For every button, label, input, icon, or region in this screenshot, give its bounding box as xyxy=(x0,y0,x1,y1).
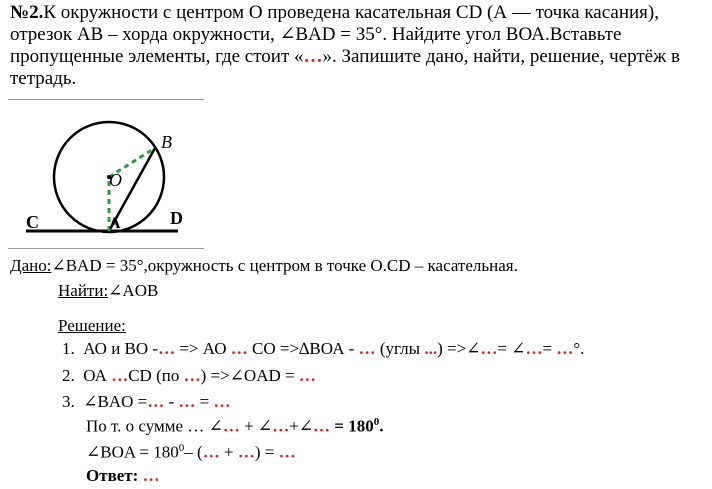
sum-text-c: + ∠ xyxy=(239,416,273,436)
step1-blank-3: … xyxy=(358,339,376,358)
sum-text-e: +∠ xyxy=(289,416,314,436)
answer-label: Ответ: xyxy=(86,466,143,485)
sum-blank-3: … xyxy=(313,416,331,436)
given-line xyxy=(10,256,518,276)
geometry-figure xyxy=(8,99,204,249)
step3-text-a: ∠BAO = xyxy=(83,392,148,411)
given-text: ∠BAD = 35°,окружность с центром в точке О.CD – касательная. xyxy=(51,256,518,275)
angle-boa-line xyxy=(86,442,296,463)
step3-blank-1: … xyxy=(147,392,165,411)
label-d: D xyxy=(170,208,183,228)
problem-text: К окружности с центром О проведена касательная CD (А — точка касания), отрезок АВ – хорда окружности, ∠BAD = 35°. Найдите угол ВОА.Вставьте пропущенные элементы, где стоит « xyxy=(10,2,659,67)
step1-text-c: => АО xyxy=(179,339,231,358)
sum-text-h: . xyxy=(379,416,384,436)
find-text: ∠AOB xyxy=(108,281,159,300)
step3-text-e: = xyxy=(195,392,214,411)
figure-svg xyxy=(8,100,204,248)
step1-text-o: °. xyxy=(573,339,585,358)
step2-blank-1: … xyxy=(111,366,129,385)
solution-step-2 xyxy=(62,366,316,386)
problem-number: №2. xyxy=(10,2,44,23)
sum-blank-2: … xyxy=(272,416,290,436)
step1-blank-2: … xyxy=(230,339,248,358)
answer-blank: … xyxy=(142,466,160,485)
step2-text-c: CD (по xyxy=(128,366,184,385)
solution-heading xyxy=(58,316,126,336)
step2-text-e: ) =>∠OAD = xyxy=(200,366,299,385)
given-label: Дано: xyxy=(10,256,52,275)
step3-blank-3: … xyxy=(213,392,231,411)
answer-line xyxy=(86,466,160,486)
boa-degree-sup: 0 xyxy=(178,442,185,454)
step1-blank-6: … xyxy=(525,339,543,358)
label-b: B xyxy=(161,132,172,152)
boa-text-a: ∠BOA = 180 xyxy=(86,442,179,462)
boa-blank-3: … xyxy=(278,442,296,462)
boa-blank-1: … xyxy=(202,442,220,462)
step2-blank-2: … xyxy=(183,366,201,385)
step1-text-i: ) =>∠ xyxy=(437,339,481,358)
solution-label: Решение: xyxy=(58,316,126,335)
boa-text-b: – ( xyxy=(184,442,203,462)
sum-blank-1: … xyxy=(222,416,240,436)
step1-blank-7: … xyxy=(556,339,574,358)
boa-blank-2: … xyxy=(237,442,255,462)
boa-text-d: + xyxy=(219,442,238,462)
step1-blank-5: … xyxy=(480,339,498,358)
find-label: Найти: xyxy=(58,281,109,300)
solution-step-3 xyxy=(62,392,231,412)
problem-tail: ». Запишите дано, найти, решение, чертёж в тетрадь. xyxy=(10,46,680,89)
step1-text-e: СО =>∆ВОА - xyxy=(247,339,359,358)
step2-text-a: ОА xyxy=(83,366,112,385)
step3-number: 3. xyxy=(62,392,75,411)
solution-step-1 xyxy=(62,339,584,359)
step3-blank-2: … xyxy=(178,392,196,411)
sum-text-a: По т. о сумме … ∠ xyxy=(86,416,223,436)
angle-sum-line xyxy=(86,416,383,437)
step1-blank-4: ... xyxy=(424,339,438,358)
label-o: O xyxy=(109,170,122,190)
sum-text-g: = 180 xyxy=(330,416,374,436)
step3-text-c: - xyxy=(164,392,179,411)
step1-text-m: = xyxy=(542,339,557,358)
step1-text-g: (углы xyxy=(375,339,425,358)
problem-ellipsis: … xyxy=(303,46,323,67)
step1-text-a: АО и ВО - xyxy=(83,339,159,358)
label-c: C xyxy=(26,212,39,232)
step1-text-k: = ∠ xyxy=(497,339,526,358)
label-a: A xyxy=(109,215,121,232)
step2-number: 2. xyxy=(62,366,75,385)
step2-blank-3: … xyxy=(298,366,316,385)
problem-statement xyxy=(10,2,705,90)
step1-number: 1. xyxy=(62,339,75,358)
sum-degree-sup: 0 xyxy=(373,416,380,428)
step1-blank-1: … xyxy=(158,339,180,358)
find-line xyxy=(58,281,158,301)
boa-text-f: ) = xyxy=(254,442,279,462)
